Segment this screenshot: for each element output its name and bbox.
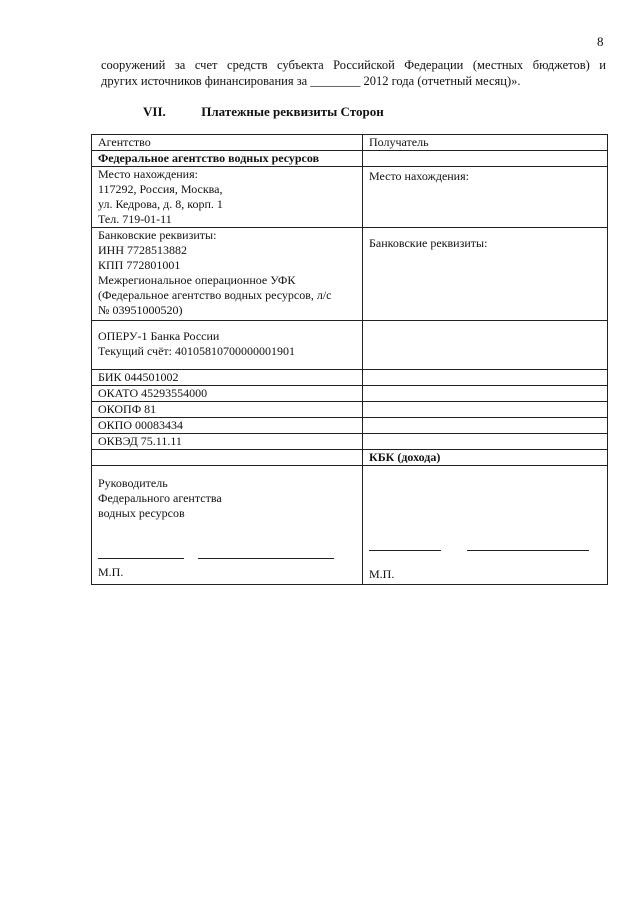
intro-line-1: сооружений за счет средств субъекта Российской Федерации (местных бюджетов) и [101,58,606,72]
signature-title: водных ресурсов [98,506,185,520]
bank-label: Банковские реквизиты: [98,228,217,242]
bank-kpp: КПП 772801001 [98,258,181,272]
agency-name: Федеральное агентство водных ресурсов [92,151,363,167]
empty-cell [363,402,608,418]
stamp-label: М.П. [369,567,395,581]
location-phone: Тел. 719-01-11 [98,212,172,226]
recipient-bank-details [363,228,608,321]
signature-title: Федерального агентства [98,491,222,505]
signature-blank [369,549,441,551]
signature-lines [98,544,334,559]
code-row [92,402,608,418]
payment-details-table [91,134,608,585]
intro-line-2 [101,73,606,89]
code-okopf: ОКОПФ 81 [92,402,363,418]
recipient-bank-label: Банковские реквизиты: [369,236,488,250]
section-number: VII. [143,104,166,119]
operu-bank: ОПЕРУ-1 Банка России [98,329,220,343]
bank-ufk: Межрегиональное операционное УФК [98,273,296,287]
location-label: Место нахождения: [98,167,198,181]
stamp-label: М.П. [98,565,124,579]
bank-inn: ИНН 7728513882 [98,243,187,257]
kbk-label: КБК (дохода) [363,450,608,466]
empty-cell [363,151,608,167]
bank-ufk-detail: (Федеральное агентство водных ресурсов, л/с [98,288,332,302]
bank-row [92,228,608,321]
code-row [92,434,608,450]
name-blank [198,557,334,559]
location-line: 117292, Россия, Москва, [98,182,223,196]
code-okpo: ОКПО 00083434 [92,418,363,434]
empty-cell [363,370,608,386]
empty-cell [363,321,608,370]
location-line: ул. Кедрова, д. 8, корп. 1 [98,197,223,211]
agency-signature [92,466,363,585]
section-heading [143,104,384,120]
operu-row [92,321,608,370]
code-okato: ОКАТО 45293554000 [92,386,363,402]
agency-bank-details [92,228,363,321]
code-okved: ОКВЭД 75.11.11 [92,434,363,450]
signature-title: Руководитель [98,476,168,490]
header-row [92,135,608,151]
name-blank [467,549,589,551]
recipient-location-label: Место нахождения: [369,169,469,183]
signature-lines [369,536,589,551]
intro-blank: ________ [310,74,361,88]
empty-cell [363,386,608,402]
agency-operu [92,321,363,370]
header-agency: Агентство [92,135,363,151]
kbk-row [92,450,608,466]
code-bik: БИК 044501002 [92,370,363,386]
intro-paragraph [101,57,606,89]
page-number: 8 [597,34,604,49]
signature-blank [98,557,184,559]
section-title: Платежные реквизиты Сторон [201,104,384,119]
code-row [92,418,608,434]
empty-cell [363,418,608,434]
signature-row [92,466,608,585]
empty-cell [363,434,608,450]
recipient-location [363,167,608,228]
intro-line-2-end: 2012 года (отчетный месяц)». [363,74,521,88]
recipient-signature [363,466,608,585]
operu-account: Текущий счёт: 40105810700000001901 [98,344,295,358]
location-row [92,167,608,228]
empty-cell [92,450,363,466]
agency-location [92,167,363,228]
agency-name-row [92,151,608,167]
intro-line-2-start: других источников финансирования за [101,74,308,88]
code-row [92,370,608,386]
bank-ufk-account: № 03951000520) [98,303,183,317]
header-recipient: Получатель [363,135,608,151]
code-row [92,386,608,402]
